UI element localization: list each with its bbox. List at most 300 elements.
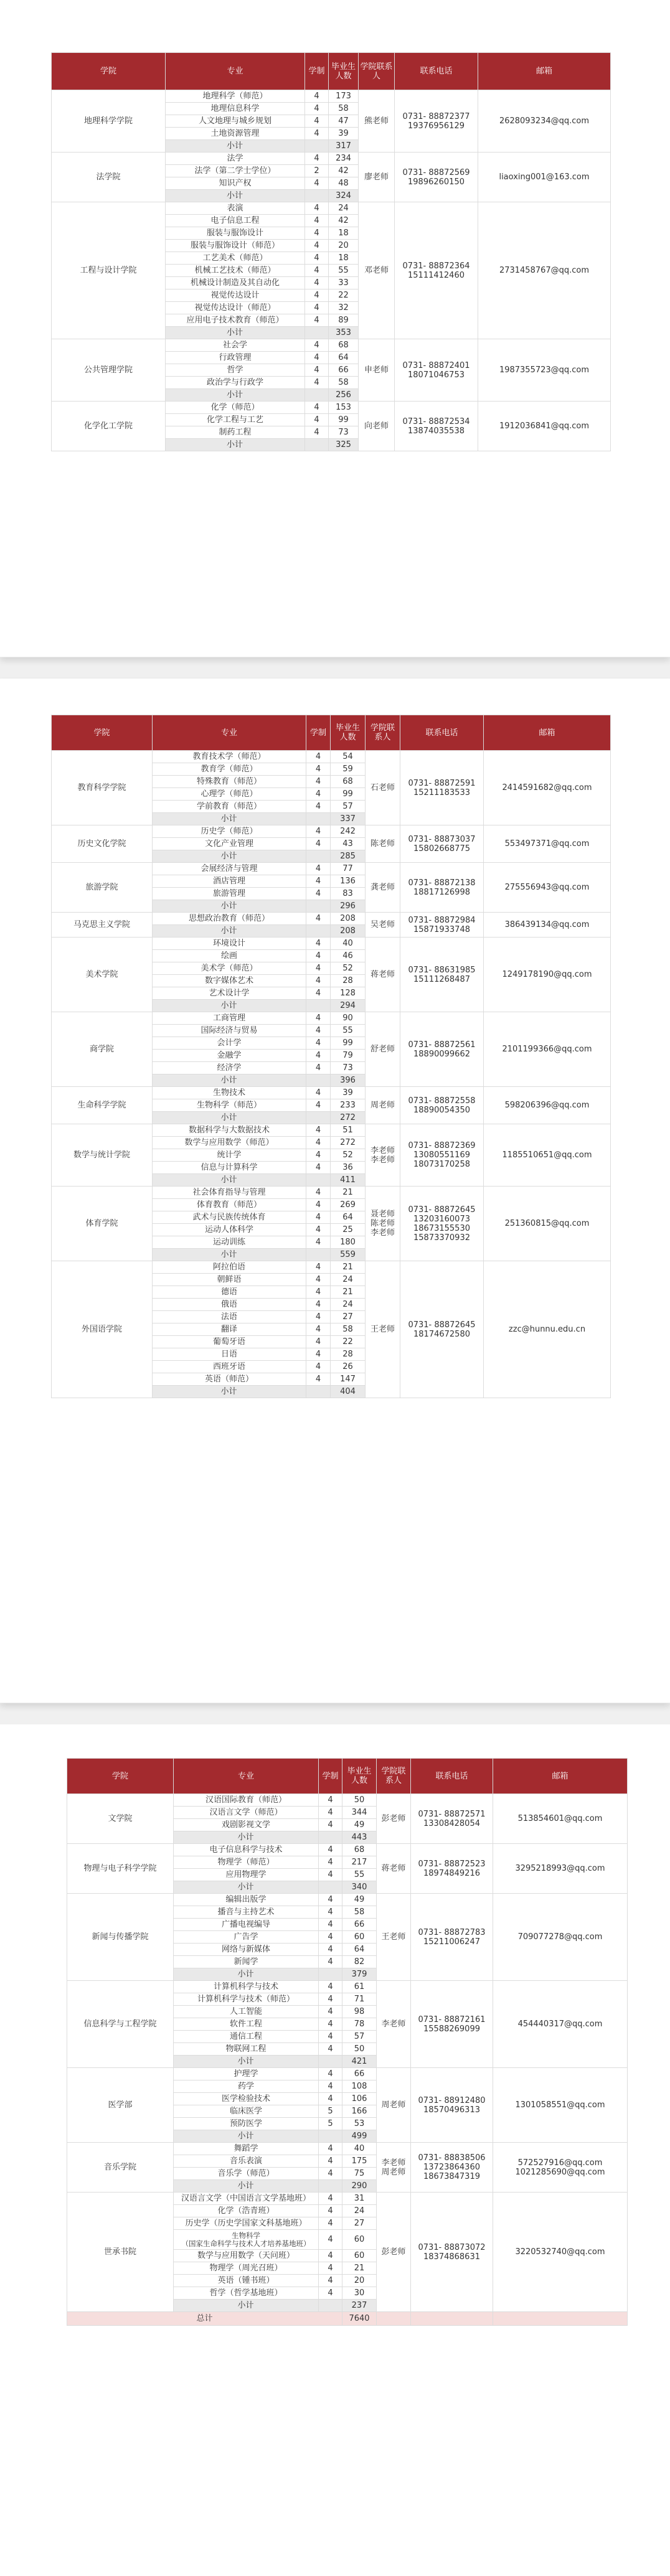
contact-phone: 0731- 88872783 15211006247: [411, 1894, 493, 1981]
duration-years: 4: [305, 277, 329, 289]
duration-years: 4: [305, 314, 329, 327]
duration-years: 2: [305, 165, 329, 177]
duration-years: 4: [306, 1299, 331, 1311]
duration-years: 4: [319, 1993, 342, 2006]
subtotal-label: 小计: [153, 1074, 306, 1087]
subtotal-label: 小计: [153, 850, 306, 863]
duration-years: 4: [305, 377, 329, 389]
graduate-count: 64: [331, 1211, 366, 1224]
major-name: 预防医学: [174, 2118, 319, 2130]
duration-years: 4: [305, 302, 329, 314]
college-name: 数学与统计学院: [52, 1124, 153, 1187]
subtotal-label: 小计: [174, 1831, 319, 1844]
duration-years: 4: [305, 339, 329, 352]
college-contact: 蒋老师: [377, 1844, 411, 1894]
graduate-count: 166: [342, 2105, 377, 2118]
graduate-count: 82: [342, 1956, 377, 1968]
graduate-count: 233: [331, 1099, 366, 1112]
subtotal-value: 396: [331, 1074, 366, 1087]
duration-years: 4: [306, 1012, 331, 1025]
contact-email[interactable]: 513854601@qq.com: [493, 1794, 628, 1844]
contact-email[interactable]: 1185510651@qq.com: [484, 1124, 611, 1187]
contact-email[interactable]: 2731458767@qq.com: [478, 202, 611, 339]
duration-years: 4: [305, 240, 329, 252]
duration-years: 4: [306, 913, 331, 925]
subtotal-label: 小计: [166, 190, 305, 202]
contact-phone: 0731- 88872161 15588269099: [411, 1981, 493, 2068]
major-name: 土地资源管理: [166, 128, 305, 140]
duration-years: 4: [306, 1323, 331, 1336]
graduate-count: 46: [331, 950, 366, 962]
contact-email[interactable]: 3295218993@qq.com: [493, 1844, 628, 1894]
contact-phone: 0731- 88872591 15211183533: [400, 751, 484, 825]
major-name: 特殊教育（师范）: [153, 776, 306, 788]
major-name: 酒店管理: [153, 875, 306, 888]
major-name: 德语: [153, 1286, 306, 1299]
subtotal-value: 411: [331, 1174, 366, 1187]
major-name: 统计学: [153, 1149, 306, 1162]
major-name: 英语（锺书班）: [174, 2275, 319, 2287]
subtotal-value: 208: [331, 925, 366, 938]
college-contact: 李老师 李老师: [366, 1124, 400, 1187]
college-name: 物理与电子科学学院: [67, 1844, 174, 1894]
graduate-count: 78: [342, 2018, 377, 2031]
major-name: 生物技术: [153, 1087, 306, 1099]
duration-years: 4: [306, 763, 331, 776]
graduate-count: 153: [329, 402, 359, 414]
duration-years: 4: [306, 1274, 331, 1286]
graduate-count: 28: [331, 1348, 366, 1361]
college-name: 生命科学学院: [52, 1087, 153, 1124]
contact-email[interactable]: 2628093234@qq.com: [478, 90, 611, 153]
graduate-count: 58: [329, 377, 359, 389]
duration-years: 4: [319, 2230, 342, 2250]
major-name: 机械设计制造及其自动化: [166, 277, 305, 289]
duration-years: 4: [306, 801, 331, 813]
major-name: 播音与主持艺术: [174, 1906, 319, 1919]
college-name: 法学院: [52, 153, 166, 202]
subtotal-value: 443: [342, 1831, 377, 1844]
table-row: [52, 1124, 611, 1137]
subtotal-label: 小计: [153, 1174, 306, 1187]
duration-years: 4: [306, 751, 331, 763]
page-sheet: [0, 1724, 670, 2576]
duration-years: 4: [306, 1336, 331, 1348]
duration-years: 4: [319, 1807, 342, 1819]
duration-years: 4: [319, 1981, 342, 1993]
major-name: 化学（师范）: [166, 402, 305, 414]
table-row: [52, 402, 611, 414]
contact-email[interactable]: 572527916@qq.com 1021285690@qq.com: [493, 2143, 628, 2193]
duration-years: 4: [305, 128, 329, 140]
subtotal-label: 小计: [153, 813, 306, 825]
graduate-count: 272: [331, 1137, 366, 1149]
duration-years: 4: [305, 352, 329, 364]
major-name: 化学工程与工艺: [166, 414, 305, 426]
column-header-duration: 学制: [305, 53, 329, 90]
duration-years: 4: [319, 2143, 342, 2155]
table-row: [52, 202, 611, 215]
contact-phone: 0731- 88872401 18071046753: [395, 339, 478, 402]
major-name: 艺术设计学: [153, 987, 306, 1000]
subtotal-label: 小计: [174, 1968, 319, 1981]
major-name: 数字媒体艺术: [153, 975, 306, 987]
graduate-count: 61: [342, 1981, 377, 1993]
graduate-count: 39: [329, 128, 359, 140]
contact-email[interactable]: 553497371@qq.com: [484, 825, 611, 863]
column-header-graduates: 毕业生人数: [342, 1759, 377, 1794]
major-name: 地理科学（师范）: [166, 90, 305, 103]
duration-years: 4: [319, 1869, 342, 1881]
major-name: 舞蹈学: [174, 2143, 319, 2155]
major-name: 汉语言文学（师范）: [174, 1807, 319, 1819]
contact-email[interactable]: liaoxing001@163.com: [478, 153, 611, 202]
duration-years: 4: [319, 2006, 342, 2018]
college-name: 世承书院: [67, 2193, 174, 2312]
graduate-count: 32: [329, 302, 359, 314]
graduate-count: 24: [342, 2205, 377, 2217]
major-name: 经济学: [153, 1062, 306, 1074]
subtotal-label: 小计: [153, 900, 306, 913]
major-name: 化学（浩青班）: [174, 2205, 319, 2217]
subtotal-value: 499: [342, 2130, 377, 2143]
contact-email[interactable]: 1987355723@qq.com: [478, 339, 611, 402]
contact-phone: 0731- 88872534 13874035538: [395, 402, 478, 451]
major-name: 音乐学（师范）: [174, 2168, 319, 2180]
subtotal-value: 421: [342, 2056, 377, 2068]
duration-years: 4: [319, 1956, 342, 1968]
subtotal-label: 小计: [166, 389, 305, 402]
table-row: [52, 938, 611, 950]
column-header-contact: 学院联系人: [359, 53, 395, 90]
contact-phone: 0731- 88872561 18890099662: [400, 1012, 484, 1087]
major-name: 计算机科学与技术: [174, 1981, 319, 1993]
duration-years: 4: [306, 1211, 331, 1224]
duration-years: 4: [319, 2217, 342, 2230]
duration-years: 4: [305, 252, 329, 265]
duration-years: 4: [306, 938, 331, 950]
column-header-college: 学院: [52, 715, 153, 751]
major-name: 旅游管理: [153, 888, 306, 900]
table-row: [67, 2193, 628, 2205]
graduate-count: 217: [342, 1856, 377, 1869]
major-name: 编辑出版学: [174, 1894, 319, 1906]
table-row: [52, 751, 611, 763]
graduate-count: 36: [331, 1162, 366, 1174]
subtotal-value: 325: [329, 439, 359, 451]
graduate-count: 24: [331, 1299, 366, 1311]
graduate-count: 42: [329, 215, 359, 227]
duration-years: 4: [305, 115, 329, 128]
header-row: [52, 715, 611, 751]
contact-email[interactable]: zzc@hunnu.edu.cn: [484, 1261, 611, 1398]
major-name: 政治学与行政学: [166, 377, 305, 389]
college-contact: 聂老师 陈老师 李老师: [366, 1187, 400, 1261]
contact-phone: 0731- 88872138 18817126998: [400, 863, 484, 913]
duration-years: 4: [319, 2262, 342, 2275]
duration-years: 4: [306, 1099, 331, 1112]
graduate-count: 18: [329, 227, 359, 240]
major-name: 人工智能: [174, 2006, 319, 2018]
duration-years: 4: [319, 1819, 342, 1831]
major-name: 西班牙语: [153, 1361, 306, 1373]
major-name: 美术学（师范）: [153, 962, 306, 975]
duration-years: 4: [319, 2080, 342, 2093]
duration-years: 4: [306, 1286, 331, 1299]
graduate-count: 43: [331, 838, 366, 850]
college-name: 文学院: [67, 1794, 174, 1844]
graduate-count: 73: [329, 426, 359, 439]
graduate-count: 66: [342, 2068, 377, 2080]
college-name: 医学部: [67, 2068, 174, 2143]
college-contact: 向老师: [359, 402, 395, 451]
major-name: 法语: [153, 1311, 306, 1323]
major-name: 工艺美术（师范）: [166, 252, 305, 265]
duration-years: 4: [305, 153, 329, 165]
contact-email[interactable]: 2101199366@qq.com: [484, 1012, 611, 1087]
graduate-count: 22: [329, 289, 359, 302]
graduate-count: 47: [329, 115, 359, 128]
total-row: [67, 2312, 628, 2326]
graduate-count: 106: [342, 2093, 377, 2105]
contact-email[interactable]: 454440317@qq.com: [493, 1981, 628, 2068]
contact-phone: 0731- 88872523 18974849216: [411, 1844, 493, 1894]
duration-years: 4: [319, 2043, 342, 2056]
graduate-count: 20: [329, 240, 359, 252]
duration-years: 4: [319, 2155, 342, 2168]
table-row: [67, 2068, 628, 2080]
duration-years: 4: [306, 950, 331, 962]
graduate-table: [67, 1758, 628, 2326]
duration-years: 4: [319, 2193, 342, 2205]
major-name: 物联网工程: [174, 2043, 319, 2056]
contact-email[interactable]: 2414591682@qq.com: [484, 751, 611, 825]
graduate-count: 27: [331, 1311, 366, 1323]
duration-years: 4: [319, 2031, 342, 2043]
college-name: 信息科学与工程学院: [67, 1981, 174, 2068]
college-name: 地理科学学院: [52, 90, 166, 153]
table-row: [52, 90, 611, 103]
college-contact: 彭老师: [377, 1794, 411, 1844]
contact-email[interactable]: 275556943@qq.com: [484, 863, 611, 913]
subtotal-value: 404: [331, 1386, 366, 1398]
page-separator: [0, 657, 670, 679]
major-name: 戏剧影视文学: [174, 1819, 319, 1831]
major-name: 物理学（师范）: [174, 1856, 319, 1869]
duration-years: 4: [319, 1844, 342, 1856]
graduate-count: 89: [329, 314, 359, 327]
graduate-count: 234: [329, 153, 359, 165]
subtotal-value: 337: [331, 813, 366, 825]
graduate-count: 99: [331, 1037, 366, 1050]
table-row: [52, 1187, 611, 1199]
college-name: 旅游学院: [52, 863, 153, 913]
major-name: 运动人体科学: [153, 1224, 306, 1236]
subtotal-value: 340: [342, 1881, 377, 1894]
graduate-count: 33: [329, 277, 359, 289]
major-name: 表演: [166, 202, 305, 215]
major-name: 社会学: [166, 339, 305, 352]
column-header-phone: 联系电话: [395, 53, 478, 90]
major-name: 物理学（周光召班）: [174, 2262, 319, 2275]
duration-years: 4: [305, 177, 329, 190]
major-name: 生物科学（师范）: [153, 1099, 306, 1112]
subtotal-value: 290: [342, 2180, 377, 2193]
graduate-table: [51, 715, 611, 1398]
college-contact: 陈老师: [366, 825, 400, 863]
subtotal-label: 小计: [174, 2056, 319, 2068]
contact-email[interactable]: 598206396@qq.com: [484, 1087, 611, 1124]
major-name: 学前教育（师范）: [153, 801, 306, 813]
subtotal-label: 小计: [166, 140, 305, 153]
duration-years: 4: [305, 289, 329, 302]
graduate-count: 21: [331, 1187, 366, 1199]
column-header-major: 专业: [174, 1759, 319, 1794]
major-name: 翻译: [153, 1323, 306, 1336]
graduate-count: 99: [329, 414, 359, 426]
subtotal-label: 小计: [174, 1881, 319, 1894]
graduate-count: 51: [331, 1124, 366, 1137]
graduate-count: 58: [329, 103, 359, 115]
duration-years: 4: [306, 788, 331, 801]
graduate-count: 68: [329, 339, 359, 352]
subtotal-value: 559: [331, 1249, 366, 1261]
table-row: [52, 339, 611, 352]
duration-years: 4: [319, 1931, 342, 1944]
major-name: 日语: [153, 1348, 306, 1361]
graduate-count: 90: [331, 1012, 366, 1025]
college-name: 历史文化学院: [52, 825, 153, 863]
major-name: 历史学（历史学国家文科基地班）: [174, 2217, 319, 2230]
contact-email[interactable]: 386439134@qq.com: [484, 913, 611, 938]
college-contact: 彭老师: [377, 2193, 411, 2312]
graduate-table: [51, 52, 611, 451]
graduate-count: 18: [329, 252, 359, 265]
duration-years: 4: [306, 1037, 331, 1050]
column-header-graduates: 毕业生人数: [331, 715, 366, 751]
subtotal-label: 小计: [153, 1249, 306, 1261]
major-name: 环境设计: [153, 938, 306, 950]
duration-years: 4: [319, 2018, 342, 2031]
duration-years: 4: [319, 2093, 342, 2105]
contact-email[interactable]: 1301058551@qq.com: [493, 2068, 628, 2143]
major-name: 视觉传达设计（师范）: [166, 302, 305, 314]
subtotal-label: 小计: [153, 1112, 306, 1124]
major-name: 行政管理: [166, 352, 305, 364]
college-name: 教育科学学院: [52, 751, 153, 825]
graduate-count: 344: [342, 1807, 377, 1819]
subtotal-label: 小计: [153, 1000, 306, 1012]
duration-years: 4: [306, 1149, 331, 1162]
contact-email[interactable]: 1249178190@qq.com: [484, 938, 611, 1012]
duration-years: 4: [306, 1050, 331, 1062]
column-header-email: 邮箱: [484, 715, 611, 751]
subtotal-value: 285: [331, 850, 366, 863]
table-row: [52, 153, 611, 165]
contact-phone: 0731- 88872558 18890054350: [400, 1087, 484, 1124]
table-row: [67, 1894, 628, 1906]
graduate-count: 40: [331, 938, 366, 950]
major-name: 法学: [166, 153, 305, 165]
college-contact: 熊老师: [359, 90, 395, 153]
major-name: 人文地理与城乡规划: [166, 115, 305, 128]
major-name: 音乐表演: [174, 2155, 319, 2168]
column-header-duration: 学制: [306, 715, 331, 751]
total-value: 7640: [342, 2312, 377, 2326]
duration-years: 4: [319, 2068, 342, 2080]
subtotal-value: 379: [342, 1968, 377, 1981]
duration-years: 4: [319, 1794, 342, 1807]
major-name: 医学检验技术: [174, 2093, 319, 2105]
major-name: 应用物理学: [174, 1869, 319, 1881]
column-header-email: 邮箱: [493, 1759, 628, 1794]
major-name: 电子信息科学与技术: [174, 1844, 319, 1856]
major-name: 汉语国际教育（师范）: [174, 1794, 319, 1807]
major-name: 阿拉伯语: [153, 1261, 306, 1274]
graduate-count: 49: [342, 1819, 377, 1831]
college-contact: 龚老师: [366, 863, 400, 913]
contact-phone: 0731- 88872645 18174672580: [400, 1261, 484, 1398]
graduate-count: 128: [331, 987, 366, 1000]
contact-phone: 0731- 88872369 13080551169 18073170258: [400, 1124, 484, 1187]
duration-years: 4: [305, 103, 329, 115]
duration-years: 4: [319, 2205, 342, 2217]
graduate-count: 99: [331, 788, 366, 801]
contact-email[interactable]: 251360815@qq.com: [484, 1187, 611, 1261]
duration-years: 4: [319, 2287, 342, 2300]
table-row: [52, 1261, 611, 1274]
college-name: 公共管理学院: [52, 339, 166, 402]
graduate-count: 40: [342, 2143, 377, 2155]
graduate-count: 60: [342, 2230, 377, 2250]
major-name: 历史学（师范）: [153, 825, 306, 838]
contact-email[interactable]: 709077278@qq.com: [493, 1894, 628, 1981]
major-name: 国际经济与贸易: [153, 1025, 306, 1037]
major-name: 网络与新媒体: [174, 1944, 319, 1956]
contact-email[interactable]: 3220532740@qq.com: [493, 2193, 628, 2312]
duration-years: 4: [305, 90, 329, 103]
graduate-count: 30: [342, 2287, 377, 2300]
column-header-phone: 联系电话: [411, 1759, 493, 1794]
duration-years: 4: [306, 1187, 331, 1199]
contact-phone: 0731- 88873037 15802668775: [400, 825, 484, 863]
duration-years: 4: [305, 364, 329, 377]
graduate-count: 83: [331, 888, 366, 900]
graduate-count: 136: [331, 875, 366, 888]
column-header-major: 专业: [153, 715, 306, 751]
graduate-count: 242: [331, 825, 366, 838]
duration-years: 4: [306, 1162, 331, 1174]
contact-email[interactable]: 1912036841@qq.com: [478, 402, 611, 451]
major-name: 文化产业管理: [153, 838, 306, 850]
major-name: 软件工程: [174, 2018, 319, 2031]
duration-years: 4: [306, 987, 331, 1000]
college-name: 新闻与传播学院: [67, 1894, 174, 1981]
college-contact: 王老师: [377, 1894, 411, 1981]
major-name: 护理学: [174, 2068, 319, 2080]
college-contact: 申老师: [359, 339, 395, 402]
graduate-count: 175: [342, 2155, 377, 2168]
duration-years: 4: [306, 1224, 331, 1236]
major-name: 思想政治教育（师范）: [153, 913, 306, 925]
table-row: [52, 913, 611, 925]
major-name: 计算机科学与技术（师范）: [174, 1993, 319, 2006]
graduate-count: 60: [342, 1931, 377, 1944]
duration-years: 4: [305, 265, 329, 277]
major-name: 地理信息科学: [166, 103, 305, 115]
contact-phone: 0731- 88873072 18374868631: [411, 2193, 493, 2312]
column-header-phone: 联系电话: [400, 715, 484, 751]
